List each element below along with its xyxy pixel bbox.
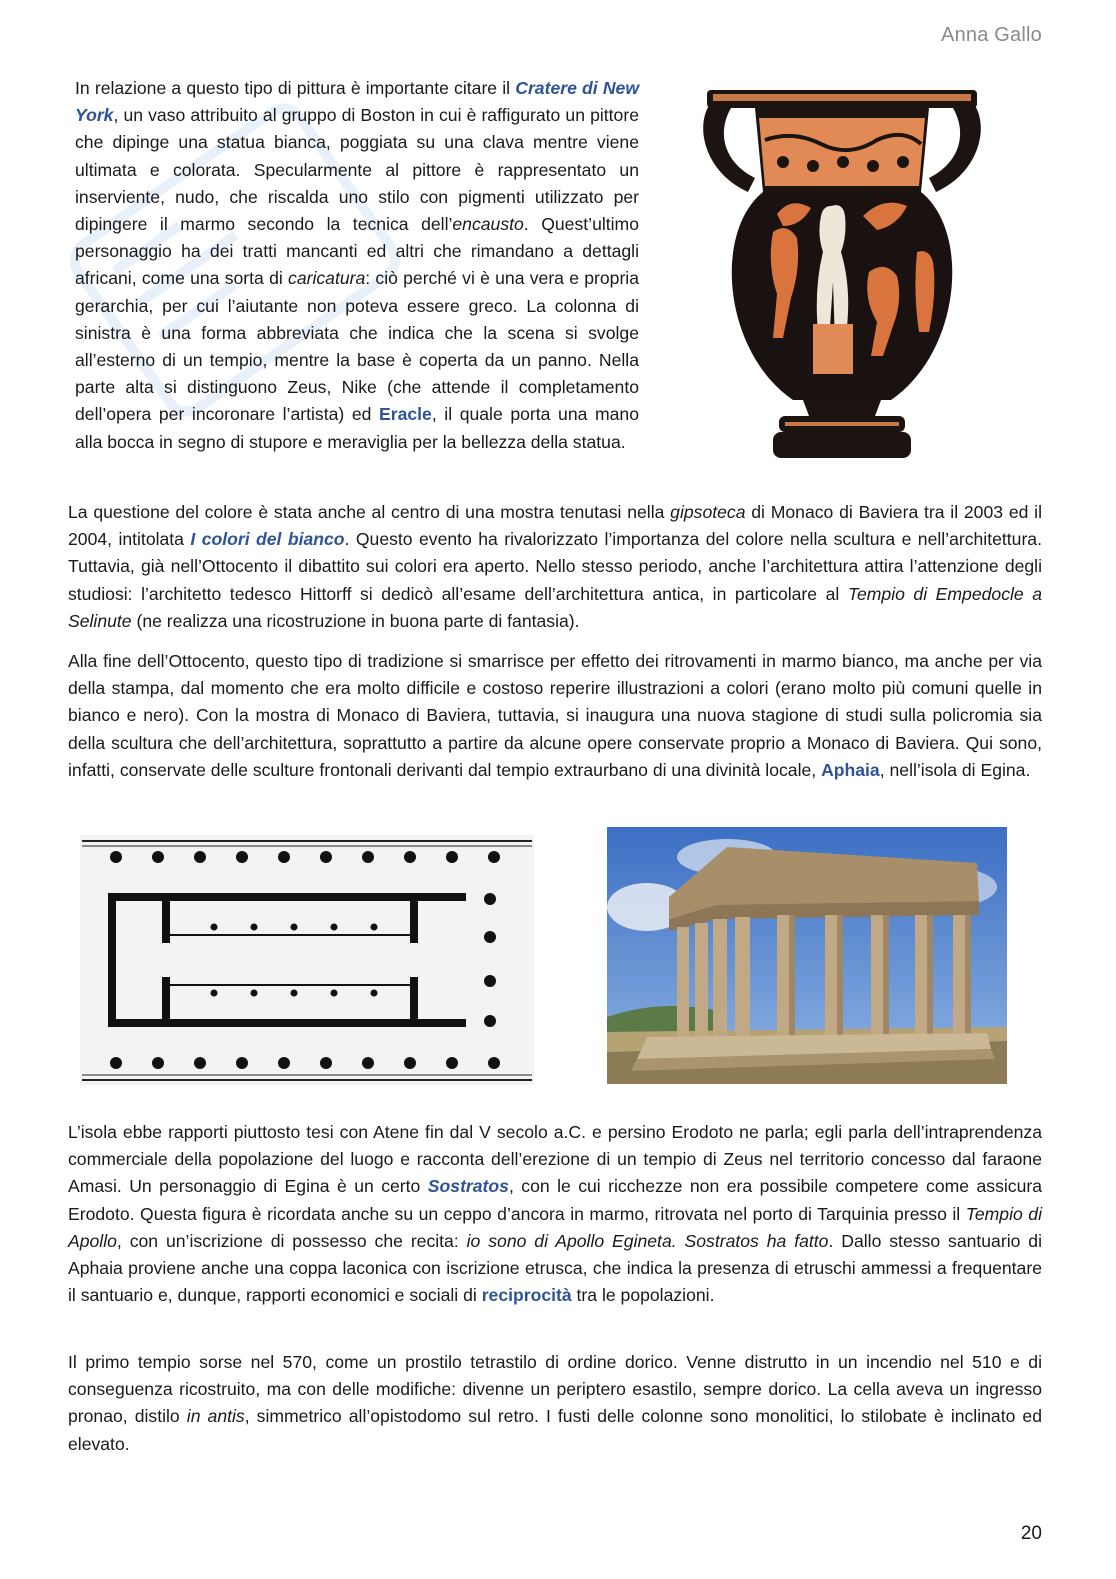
vase-image (693, 82, 991, 462)
paragraph-ottocento: Alla fine dell’Ottocento, questo tipo di tradizione si smarrisce per effetto dei ritrovamenti in marmo bianco, ma anche per via della stampa, dal momento che era molto difficile e costoso reperire illustrazioni a colori (erano molto più comuni quelle in bianco e nero). Con la mostra di Monaco di Baviera, tuttavia, si inaugura una nuova stagione di studi sulla policromia sia della scultura che dell’architettura, soprattutto a partire da alcune opere conservate proprio a Monaco di Baviera. Qui sono, infatti, conservate delle sculture frontonali derivanti dal tempio extraurbano di una divinità locale, Aphaia, nell’isola di Egina. (68, 651, 1042, 780)
paragraph-mostra-colori: La questione del colore è stata anche al centro di una mostra tenutasi nella gipsoteca di Monaco di Baviera tra il 2003 ed il 2004, intitolata I colori del bianco. Questo evento ha rivalorizzato l’importanza del colore nella scultura e nell’architettura. Tuttavia, già nell’Ottocento il dibattito sui colori era aperto. Nello stesso periodo, anche l’architettura attira l’attenzione degli studiosi: l’architetto tedesco Hittorff si dedicò all’esame dell’architettura antica, in particolare al Tempio di Empedocle a Selinute (ne realizza una ricostruzione in buona parte di fantasia). (68, 502, 1043, 631)
link-aphaia[interactable]: Aphaia (821, 759, 880, 780)
paragraph-egina: L’isola ebbe rapporti piuttosto tesi con Atene fin dal V secolo a.C. e persino Erodoto ne parla; egli parla dell’intraprendenza commerciale della popolazione del luogo e racconta dell’erezione di un tempio di Zeus nel territorio concesso dal faraone Amasi. Un personaggio di Egina è un certo Sostratos, con le cui ricchezze non era possibile competere come assicura Erodoto. Questa figura è ricordata anche su un ceppo d’ancora in marmo, ritrovata nel porto di Tarquinia presso il Tempio di Apollo, con un’iscrizione di possesso che recita: io sono di Apollo Egineta. Sostratos ha fatto. Dallo stesso santuario di Aphaia proviene anche una coppa laconica con iscrizione etrusca, che indica la presenza di etruschi ammessi a frequentare il santuario e, dunque, rapporti economici e sociali di reciprocità tra le popolazioni. (68, 1122, 1043, 1306)
paragraph-primo-tempio: Il primo tempio sorse nel 570, come un prostilo tetrastilo di ordine dorico. Venne distrutto in un incendio nel 510 e di conseguenza ricostruito, ma con delle modifiche: divenne un periptero esastilo, sempre dorico. La cella aveva un ingresso pronao, distilo in antis, simmetrico all’opistodomo sul retro. I fusti delle colonne sono monolitici, lo stilobate è inclinato ed elevato. (68, 1352, 1042, 1454)
temple-plan-image (80, 835, 534, 1085)
header-author: Anna Gallo (941, 24, 1042, 46)
temple-photo-image (607, 827, 1007, 1084)
link-eracle[interactable]: Eracle (378, 404, 432, 425)
paragraph-cratere: In relazione a questo tipo di pittura è importante citare il Cratere di New York, un vaso attribuito al gruppo di Boston in cui è raffigurato un pittore che dipinge una statua bianca, poggiata su una clava mentre viene ultimata e colorata. Specularmente al pittore è rappresentato un inserviente, nudo, che riscalda uno stilo con pigmenti utilizzato per dipingere il marmo secondo la tecnica dell’encausto. Quest’ultimo personaggio ha dei tratti mancanti ed altri che rimandano a dettagli africani, come una sorta di caricatura: ciò perché vi è una vera e propria gerarchia, per cui l’aiutante non poteva essere greco. La colonna di sinistra è una forma abbreviata che indica che la scena si svolge all’esterno di un tempio, mentre la base è coperta da un panno. Nella parte alta si distinguono Zeus, Nike (che attende il completamento dell’opera per incoronare l’artista) ed Eracle, il quale porta una mano alla bocca in segno di stupore e meraviglia per la bellezza della statua. (75, 78, 640, 452)
link-i-colori-del-bianco[interactable]: I colori del bianco (190, 529, 345, 550)
page-number: 20 (1020, 1523, 1042, 1544)
link-cratere-di-new-york[interactable]: Cratere di New York (75, 78, 640, 126)
link-reciprocita[interactable]: reciprocità (481, 1285, 572, 1306)
link-sostratos[interactable]: Sostratos (427, 1176, 509, 1197)
